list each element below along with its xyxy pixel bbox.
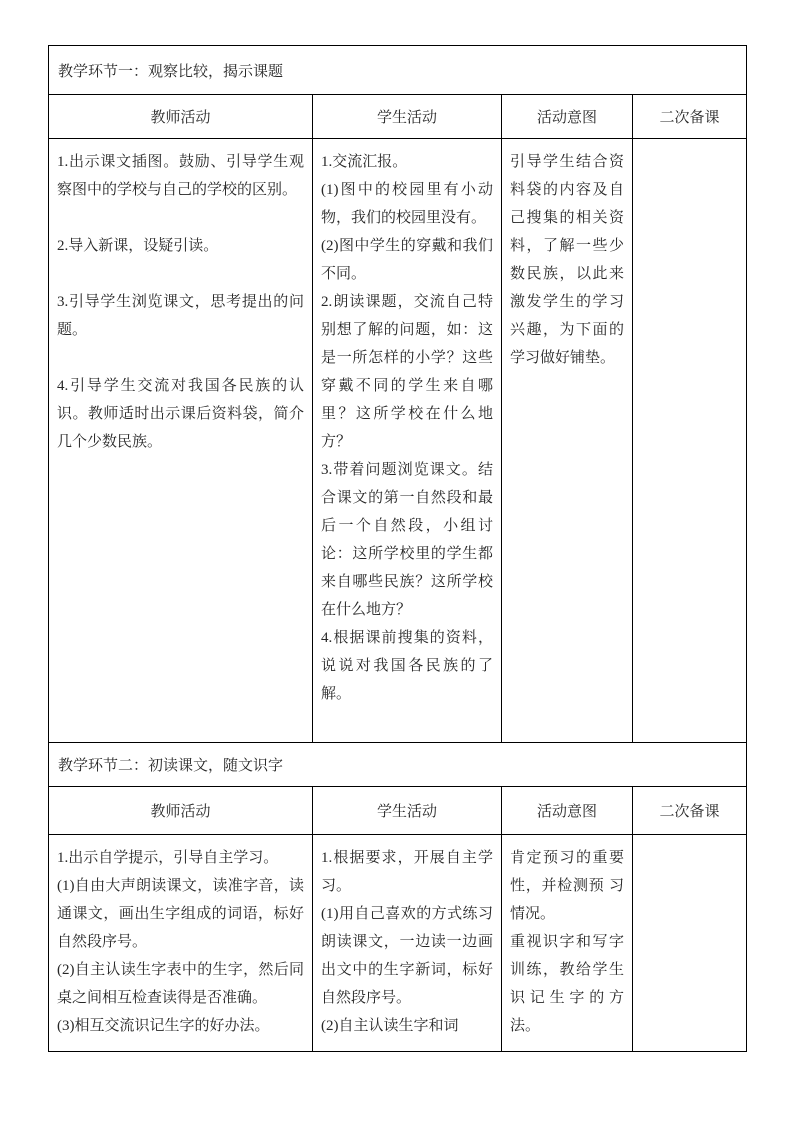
paragraph: 引导学生结合资料袋的内容及自己搜集的相关资料，了解一些少数民族，以此来激发学生的学习兴趣，为下面的学习做好铺垫。 (510, 154, 624, 366)
section-2-student-activity-cell (313, 835, 502, 1052)
paragraph: 2.导入新课，设疑引读。 (57, 238, 219, 254)
paragraph: (1)图中的校园里有小动物，我们的校园里没有。 (321, 182, 493, 226)
paragraph: 3.引导学生浏览课文，思考提出的问题。 (57, 294, 304, 338)
paragraph: 1.根据要求，开展自主学习。 (321, 850, 493, 894)
section-1-second-prep-cell (633, 139, 747, 743)
section-1-header-row (49, 95, 747, 139)
section-2-header-row (49, 787, 747, 835)
paragraph: 4.引导学生交流对我国各民族的认识。教师适时出示课后资料袋，简介几个少数民族。 (57, 378, 304, 450)
paragraph: (1)自由大声朗读课文，读准字音，读通课文，画出生字组成的词语，标好自然段序号。 (57, 878, 304, 950)
section-1-content-row (49, 139, 747, 743)
paragraph: 重视识字和写字训练，教给学生识记生字的方法。 (510, 934, 624, 1034)
section-2-second-prep-cell (633, 835, 747, 1052)
section-1-header-student-activity: 学生活动 (313, 95, 502, 139)
section-2-teacher-activity-cell (49, 835, 313, 1052)
section-2-header-teacher-activity: 教师活动 (49, 787, 313, 835)
paragraph: 2.朗读课题，交流自己特别想了解的问题，如：这是一所怎样的小学？这些穿戴不同的学生来自哪里？这所学校在什么地方？ (321, 294, 493, 450)
section-1-student-activity-cell (313, 139, 502, 743)
section-2-header-activity-intent: 活动意图 (502, 787, 633, 835)
lesson-plan-table (48, 45, 747, 1052)
paragraph: 3.带着问题浏览课文。结合课文的第一自然段和最后一个自然段，小组讨论：这所学校里的学生都来自哪些民族？这所学校在什么地方？ (321, 462, 493, 618)
section-2-header-second-prep: 二次备课 (633, 787, 747, 835)
section-2-activity-intent-cell (502, 835, 633, 1052)
section-1-header-activity-intent: 活动意图 (502, 95, 633, 139)
paragraph: 4.根据课前搜集的资料，说说对我国各民族的了解。 (321, 630, 493, 702)
section-2-content-row (49, 835, 747, 1052)
paragraph: (2)自主认读生字和词 (321, 1018, 459, 1034)
paragraph: 1.出示课文插图。鼓励、引导学生观察图中的学校与自己的学校的区别。 (57, 154, 304, 198)
section-1-header-second-prep: 二次备课 (633, 95, 747, 139)
paragraph: (2)自主认读生字表中的生字，然后同桌之间相互检查读得是否准确。 (57, 962, 304, 1006)
paragraph: 1.交流汇报。 (321, 154, 408, 170)
section-1-teacher-activity-cell (49, 139, 313, 743)
section-2-title-row (49, 743, 747, 787)
paragraph: (2)图中学生的穿戴和我们不同。 (321, 238, 493, 282)
section-1-title-row (49, 46, 747, 95)
section-1-activity-intent-cell (502, 139, 633, 743)
paragraph: 1.出示自学提示，引导自主学习。 (57, 850, 279, 866)
section-2-header-student-activity: 学生活动 (313, 787, 502, 835)
section-2-title: 教学环节二：初读课文，随文识字 (49, 743, 747, 787)
paragraph: (1)用自己喜欢的方式练习朗读课文，一边读一边画出文中的生字新词，标好自然段序号。 (321, 906, 493, 1006)
section-1-title: 教学环节一：观察比较，揭示课题 (49, 46, 747, 95)
paragraph: 肯定预习的重要性，并检测预 习情况。 (510, 850, 624, 922)
paragraph: (3)相互交流识记生字的好办法。 (57, 1018, 270, 1034)
section-1-header-teacher-activity: 教师活动 (49, 95, 313, 139)
